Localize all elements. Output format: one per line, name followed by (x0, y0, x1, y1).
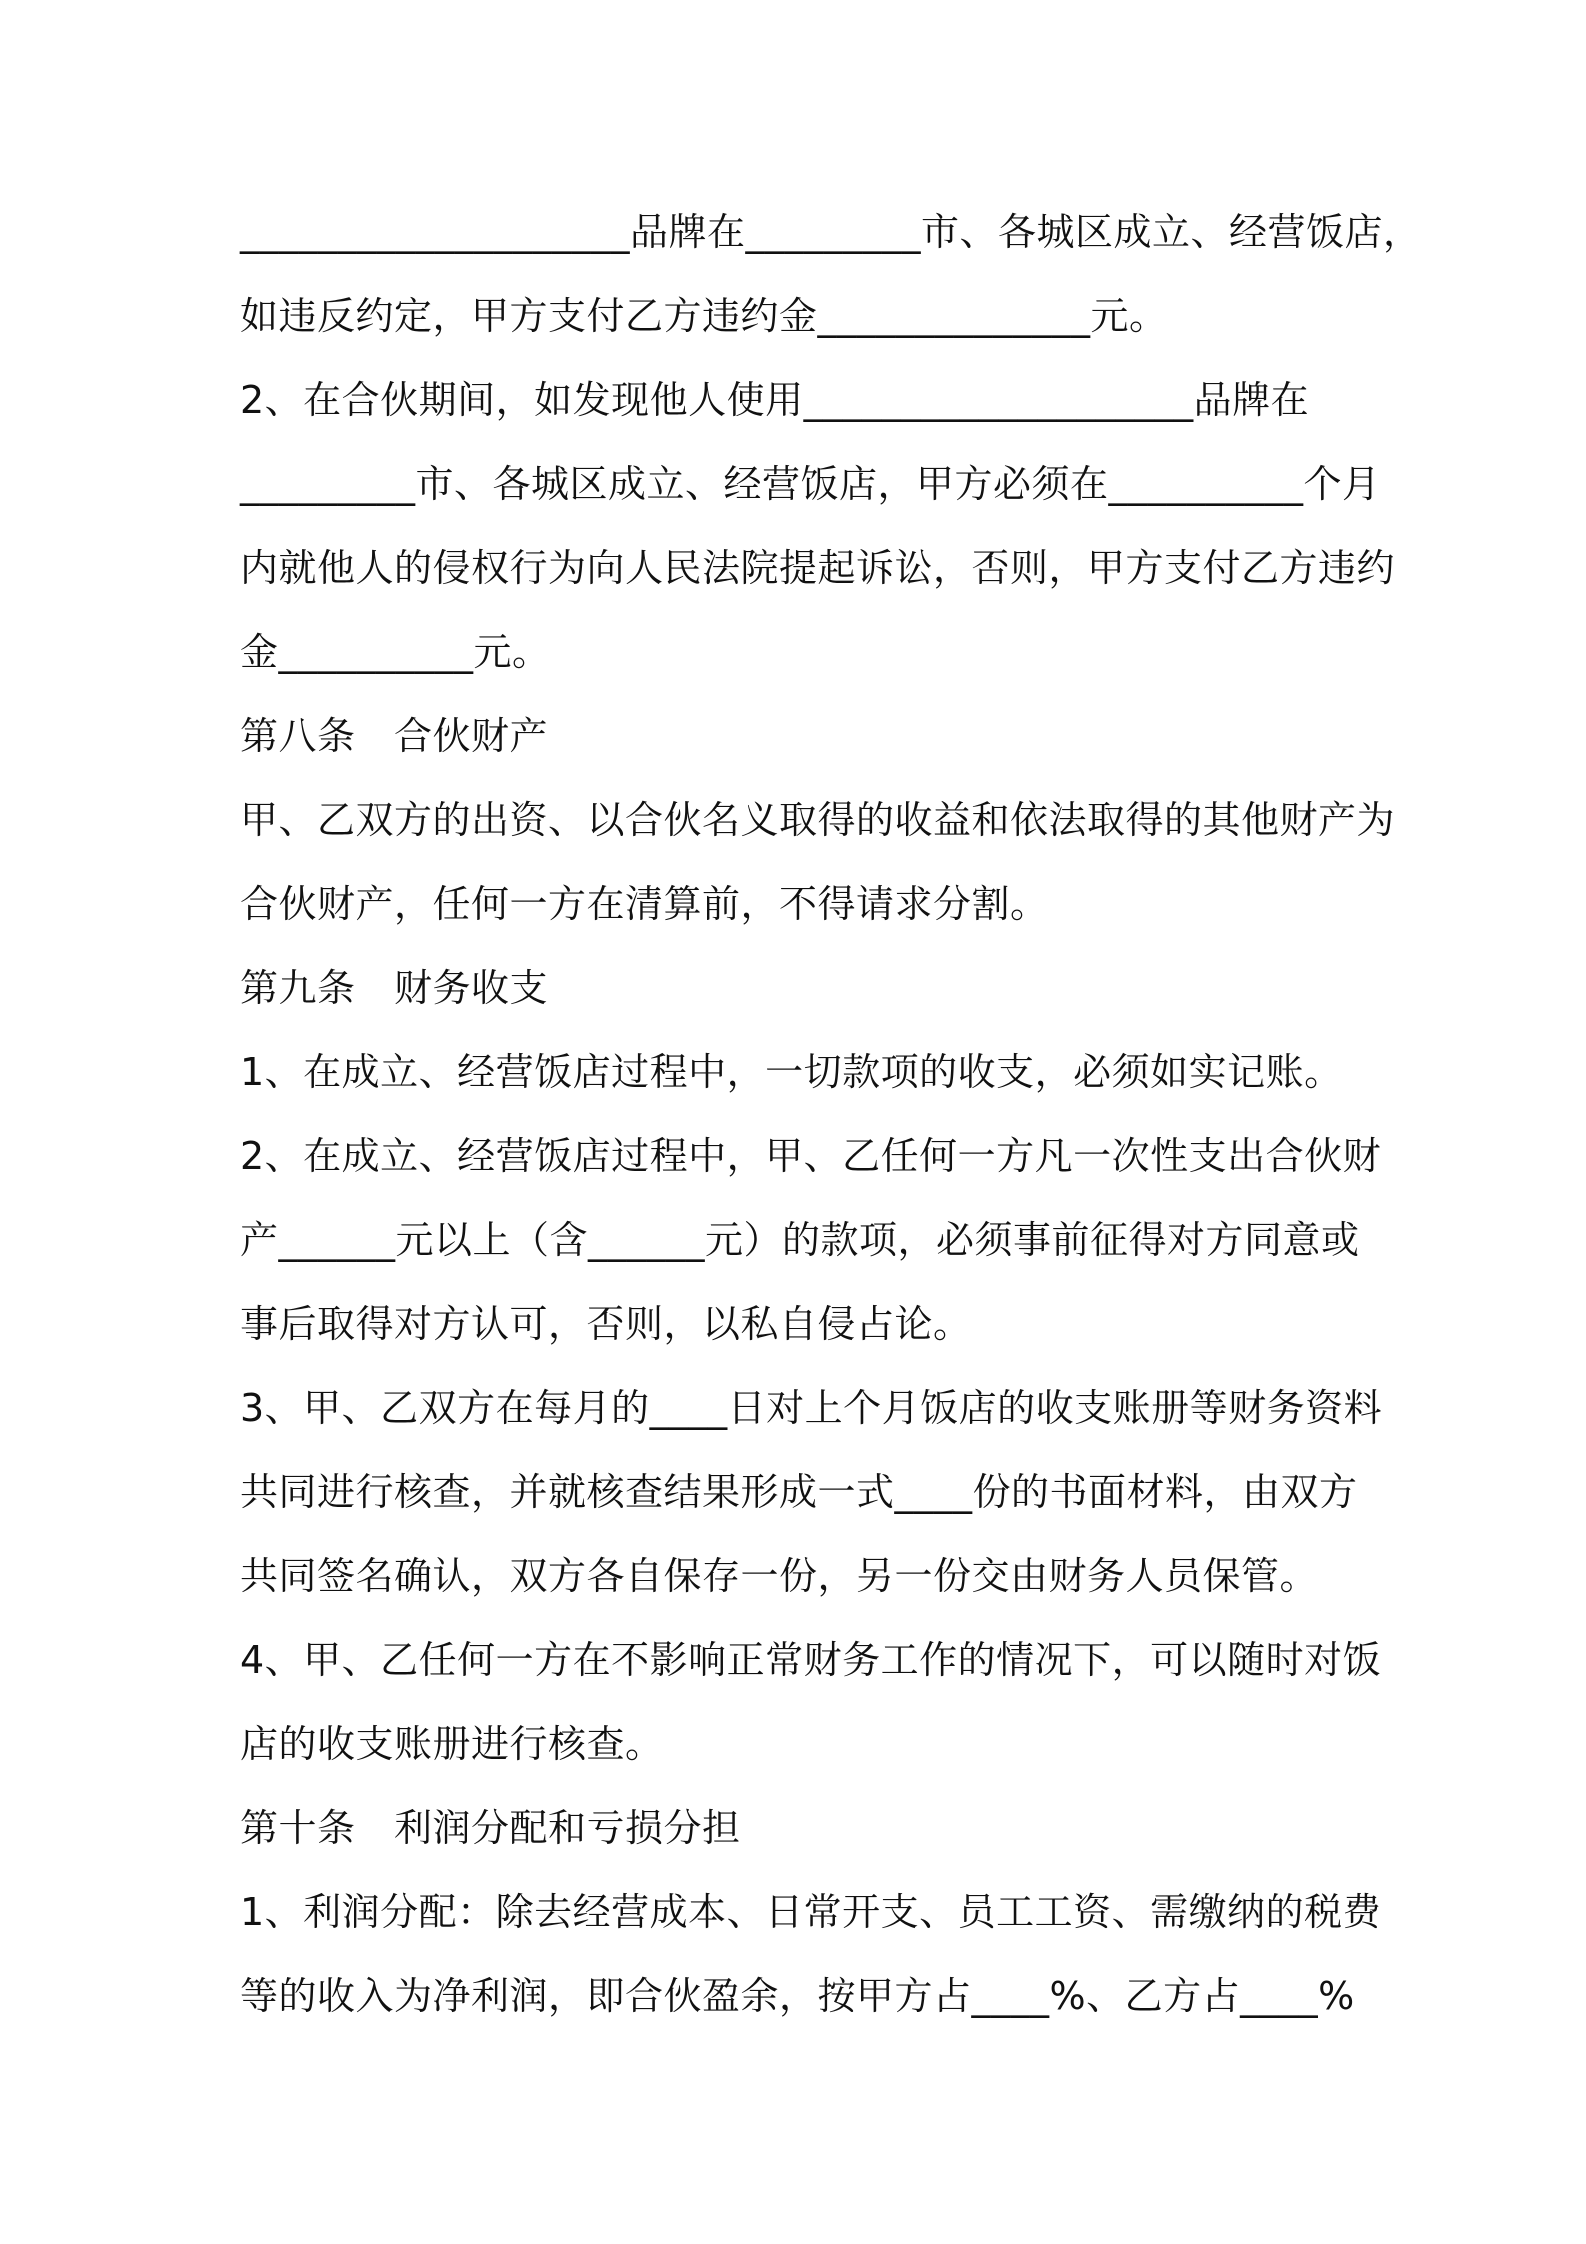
text-line: 内就他人的侵权行为向人民法院提起诉讼，否则，甲方支付乙方违约 (240, 546, 1396, 590)
section-heading: 第十条 利润分配和亏损分担 (240, 1806, 741, 1850)
section-heading: 第八条 合伙财产 (240, 714, 549, 758)
text-line: 合伙财产，任何一方在清算前，不得请求分割。 (240, 882, 1049, 926)
text-line: _________市、各城区成立、经营饭店，甲方必须在__________个月 (240, 462, 1381, 506)
text-line: 4、甲、乙任何一方在不影响正常财务工作的情况下，可以随时对饭 (240, 1638, 1382, 1682)
text-line: 1、在成立、经营饭店过程中，一切款项的收支，必须如实记账。 (240, 1050, 1343, 1094)
text-line: 如违反约定，甲方支付乙方违约金______________元。 (240, 294, 1168, 338)
text-line: 甲、乙双方的出资、以合伙名义取得的收益和依法取得的其他财产为 (240, 798, 1396, 842)
text-line: 产______元以上（含______元）的款项，必须事前征得对方同意或 (240, 1218, 1360, 1262)
text-line: 等的收入为净利润，即合伙盈余，按甲方占____%、乙方占____% (240, 1974, 1355, 2018)
text-line: 金__________元。 (240, 630, 551, 674)
text-line: 3、甲、乙双方在每月的____日对上个月饭店的收支账册等财务资料 (240, 1386, 1383, 1430)
text-line: 店的收支账册进行核查。 (240, 1722, 664, 1766)
text-line: 1、利润分配：除去经营成本、日常开支、员工工资、需缴纳的税费 (240, 1890, 1382, 1934)
text-line: 事后取得对方认可，否则，以私自侵占论。 (240, 1302, 972, 1346)
text-line: 共同签名确认，双方各自保存一份，另一份交由财务人员保管。 (240, 1554, 1319, 1598)
text-line: 2、在成立、经营饭店过程中，甲、乙任何一方凡一次性支出合伙财 (240, 1134, 1382, 1178)
text-line: ____________________品牌在_________市、各城区成立、经营饭店， (240, 210, 1422, 254)
text-line: 2、在合伙期间，如发现他人使用____________________品牌在 (240, 378, 1310, 422)
section-heading: 第九条 财务收支 (240, 966, 549, 1010)
text-line: 共同进行核查，并就核查结果形成一式____份的书面材料，由双方 (240, 1470, 1358, 1514)
